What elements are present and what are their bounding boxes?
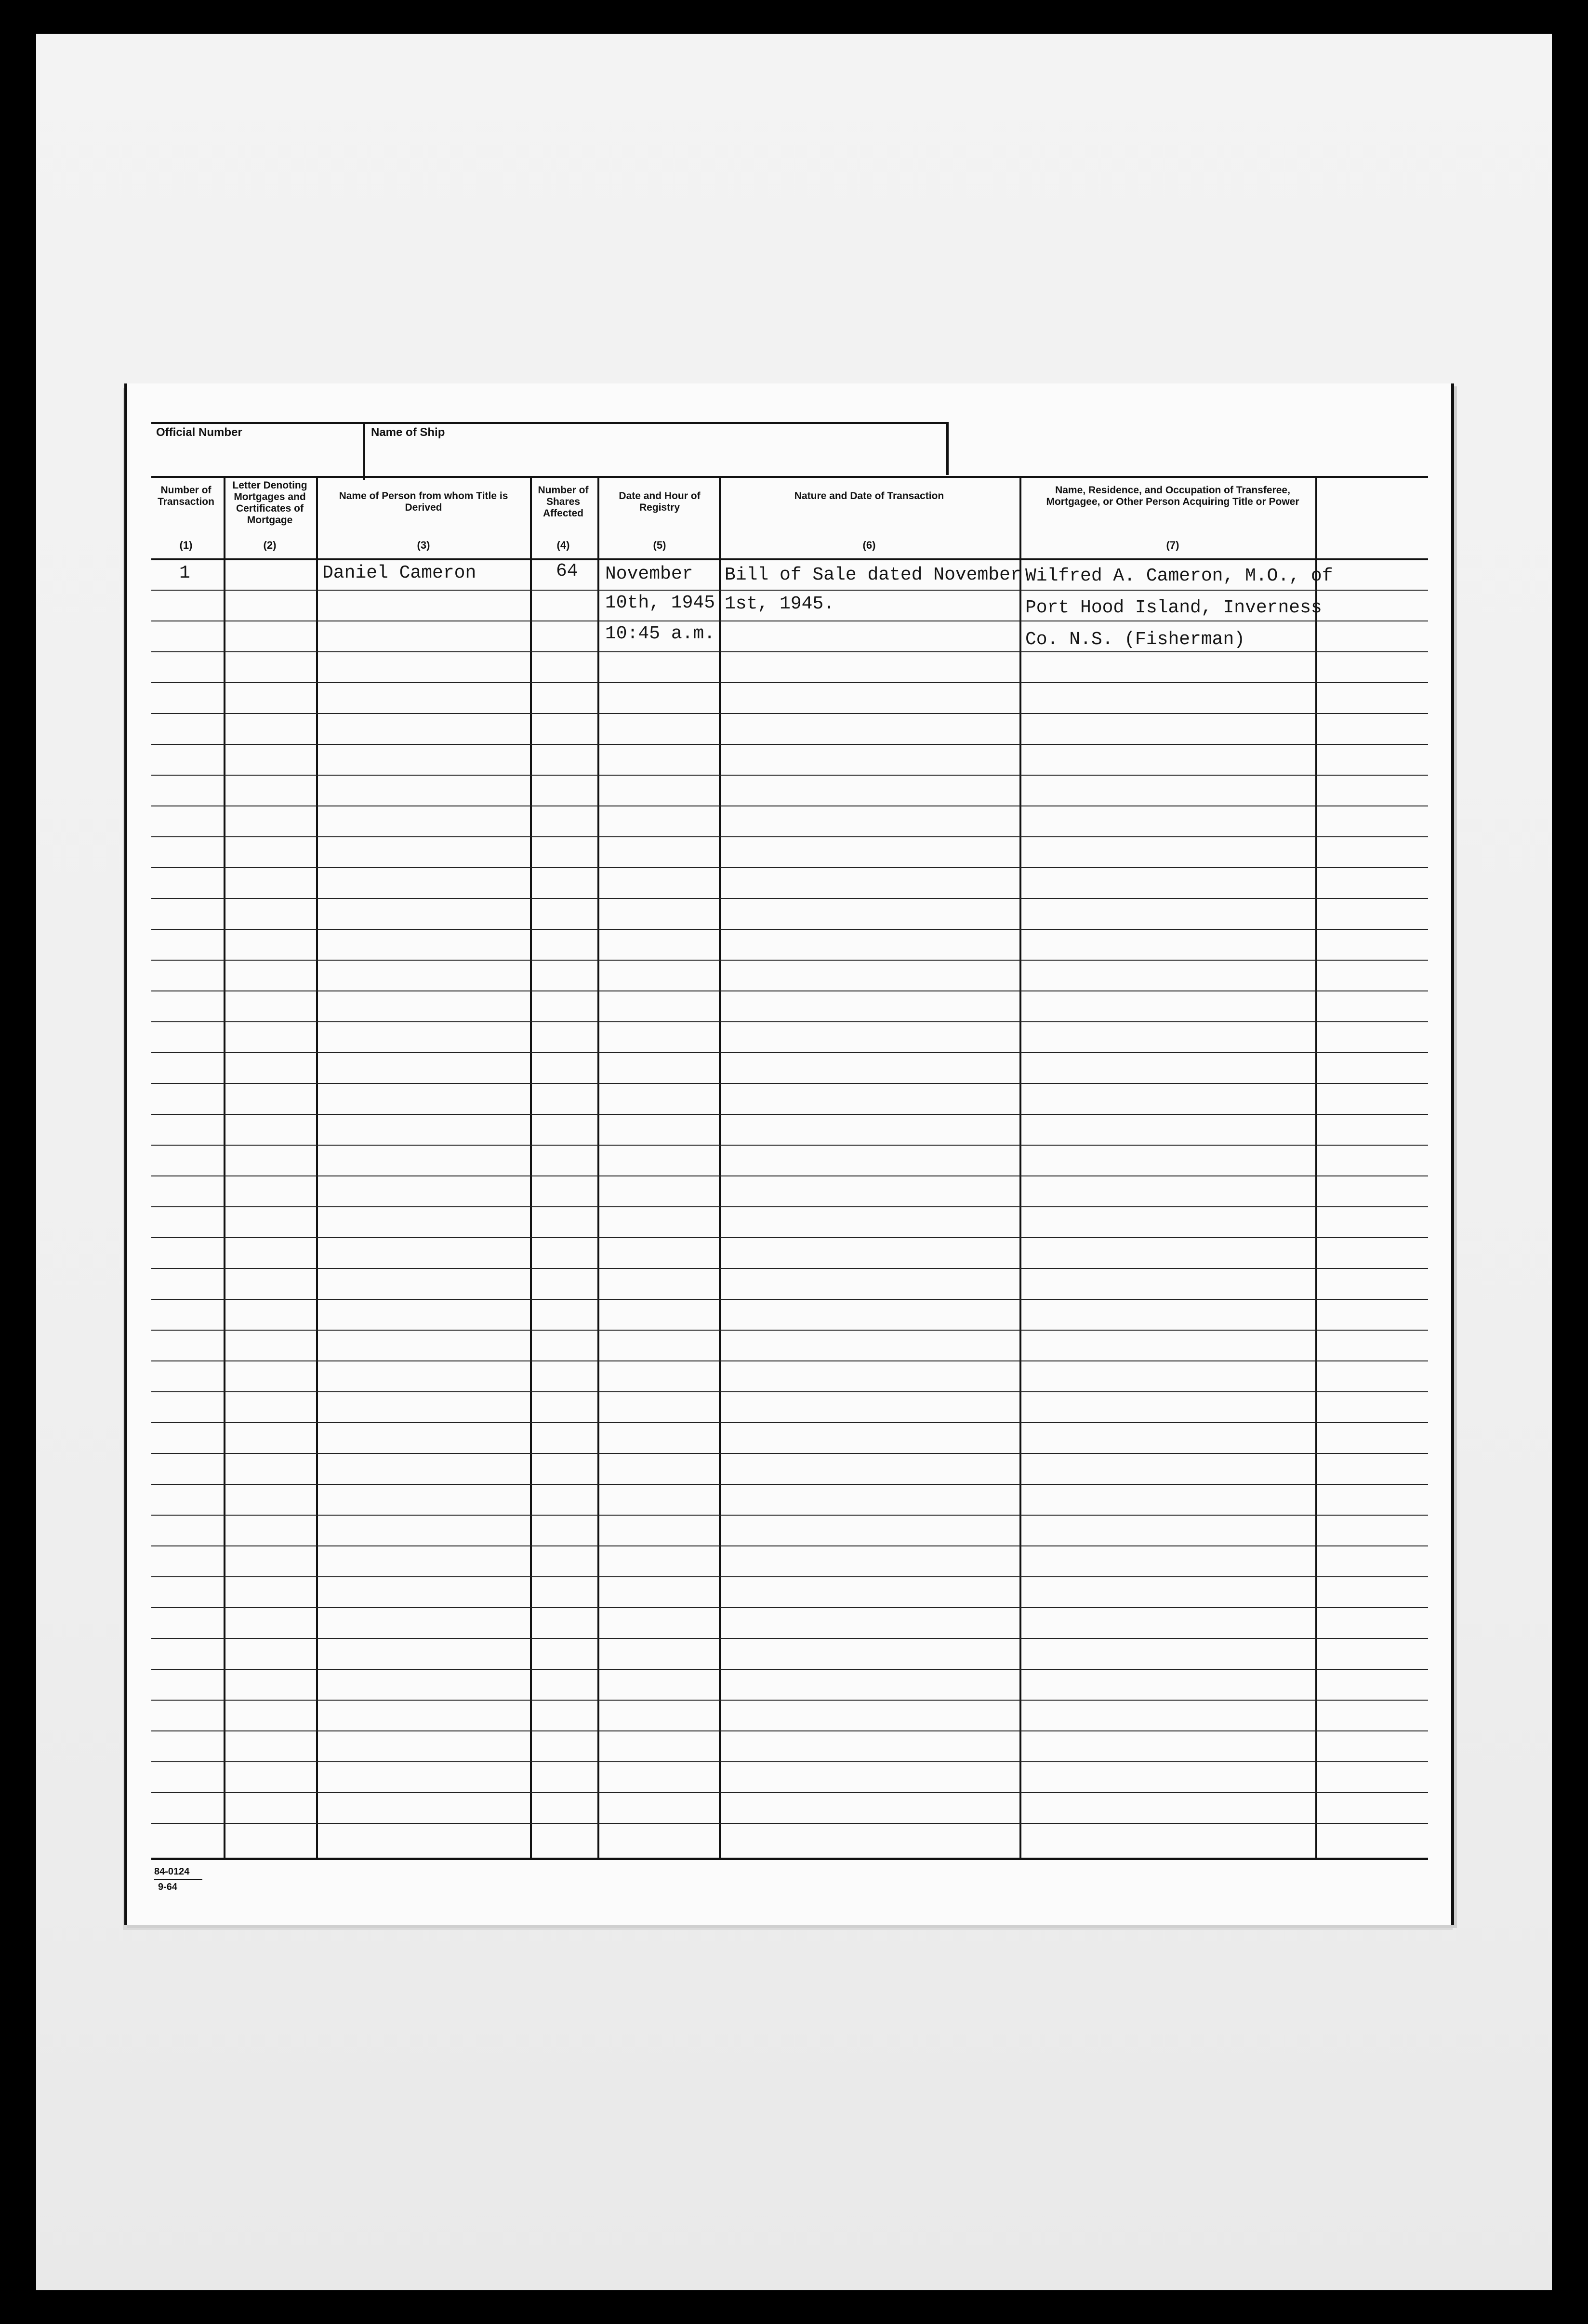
- ruled-line: [151, 1114, 1428, 1115]
- registry-line-2: 10th, 1945: [605, 593, 715, 613]
- ruled-line: [151, 1484, 1428, 1485]
- column-heading-top-rule: [151, 476, 1428, 478]
- ruled-line: [151, 898, 1428, 899]
- ruled-line: [151, 1453, 1428, 1454]
- ruled-line: [151, 1607, 1428, 1608]
- ruled-line: [151, 651, 1428, 652]
- ruled-line: [151, 590, 1428, 591]
- table-bottom-rule: [151, 1858, 1428, 1860]
- column-divider-4: [597, 476, 599, 1859]
- ruled-line: [151, 1638, 1428, 1639]
- column-7-number: (7): [1166, 539, 1179, 551]
- column-6-number: (6): [862, 539, 876, 551]
- ruled-line: [151, 1422, 1428, 1423]
- ruled-line: [151, 1175, 1428, 1176]
- ruled-line: [151, 1206, 1428, 1207]
- ruled-line: [151, 929, 1428, 930]
- column-divider-5: [719, 476, 721, 1859]
- column-1-number: (1): [179, 539, 193, 551]
- ruled-line: [151, 960, 1428, 961]
- column-3-number: (3): [417, 539, 430, 551]
- ruled-line: [151, 1299, 1428, 1300]
- column-4-number: (4): [556, 539, 570, 551]
- ruled-line: [151, 1823, 1428, 1824]
- column-heading-bottom-rule: [151, 558, 1428, 560]
- shares-affected: 64: [556, 561, 578, 581]
- header-right-edge: [946, 422, 949, 475]
- official-number-label: Official Number: [156, 426, 242, 439]
- ruled-line: [151, 713, 1428, 714]
- column-2-number: (2): [263, 539, 277, 551]
- ruled-line: [151, 1792, 1428, 1793]
- ruled-line: [151, 836, 1428, 837]
- ruled-line: [151, 1515, 1428, 1516]
- ruled-line: [151, 1021, 1428, 1022]
- column-divider-6: [1019, 476, 1021, 1859]
- nature-line-1: Bill of Sale dated November: [725, 565, 1021, 585]
- ruled-line: [151, 1576, 1428, 1577]
- header-top-rule: [151, 422, 946, 424]
- ruled-line: [151, 1330, 1428, 1331]
- transaction-number: 1: [179, 563, 190, 583]
- form-code-underline: [154, 1879, 202, 1880]
- ruled-line: [151, 1700, 1428, 1701]
- column-5-number: (5): [653, 539, 666, 551]
- ruled-line: [151, 867, 1428, 868]
- registry-line-1: November: [605, 564, 693, 584]
- ruled-line: [151, 1083, 1428, 1084]
- derived-from-name: Daniel Cameron: [322, 563, 476, 583]
- column-divider-7: [1315, 476, 1317, 1859]
- ship-registry-form: [124, 383, 1454, 1925]
- ruled-line: [151, 1237, 1428, 1238]
- ruled-line: [151, 1268, 1428, 1269]
- column-5-heading: Date and Hour of Registry: [619, 490, 701, 513]
- nature-line-2: 1st, 1945.: [725, 594, 835, 614]
- ruled-line: [151, 1761, 1428, 1762]
- ruled-line: [151, 1669, 1428, 1670]
- header-divider: [363, 422, 365, 480]
- ruled-line: [151, 1730, 1428, 1731]
- ruled-line: [151, 1052, 1428, 1053]
- column-7-heading: Name, Residence, and Occupation of Transferee, Mortgagee, or Other Person Acquiring Title or Power: [1046, 485, 1299, 507]
- ruled-line: [151, 1391, 1428, 1392]
- registry-line-3: 10:45 a.m.: [605, 623, 715, 644]
- ruled-line: [151, 744, 1428, 745]
- transferee-line-1: Wilfred A. Cameron, M.O., of: [1025, 566, 1333, 586]
- ruled-line: [151, 1145, 1428, 1146]
- name-of-ship-label: Name of Ship: [371, 426, 445, 439]
- transferee-line-3: Co. N.S. (Fisherman): [1025, 629, 1245, 650]
- form-code: 84-0124: [154, 1866, 190, 1877]
- column-divider-2: [316, 476, 318, 1859]
- form-date: 9-64: [158, 1882, 178, 1892]
- ruled-line: [151, 805, 1428, 806]
- ruled-line: [151, 682, 1428, 683]
- ruled-line: [151, 775, 1428, 776]
- column-1-heading: Number of Transaction: [158, 485, 214, 507]
- ruled-line: [151, 990, 1428, 991]
- column-divider-3: [530, 476, 532, 1859]
- column-4-heading: Number of Shares Affected: [538, 485, 589, 519]
- transferee-line-2: Port Hood Island, Inverness: [1025, 597, 1322, 618]
- column-2-heading: Letter Denoting Mortgages and Certificates of Mortgage: [232, 480, 307, 526]
- column-6-heading: Nature and Date of Transaction: [794, 490, 944, 502]
- ruled-line: [151, 1360, 1428, 1361]
- column-divider-1: [224, 476, 225, 1859]
- ruled-line: [151, 1545, 1428, 1546]
- column-3-heading: Name of Person from whom Title is Derived: [339, 490, 508, 513]
